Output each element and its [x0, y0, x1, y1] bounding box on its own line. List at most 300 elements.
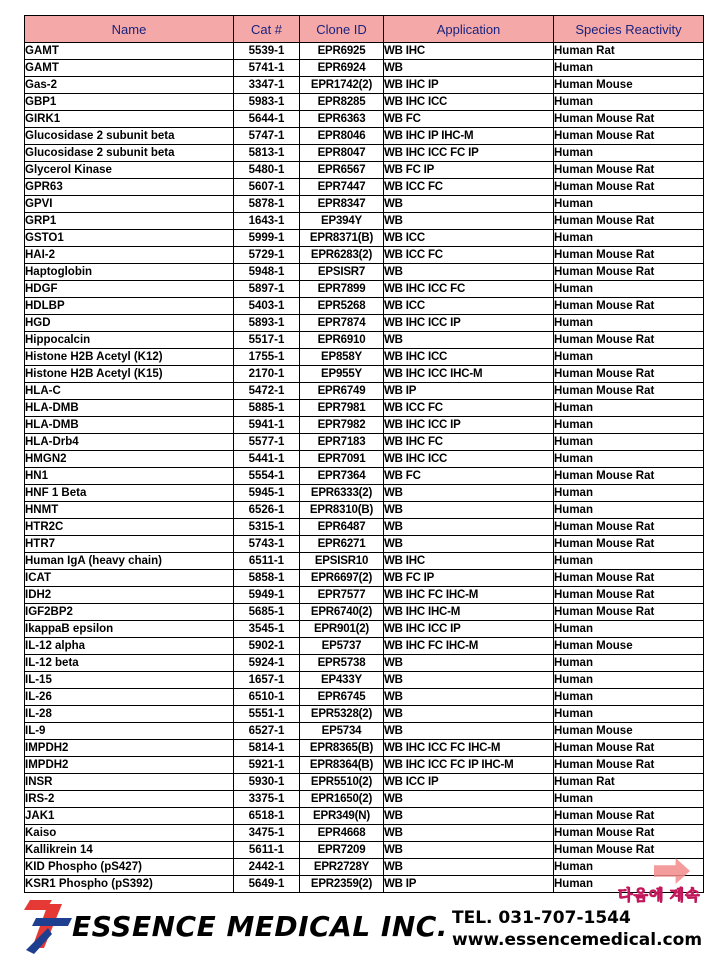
cell-species-reactivity: Human Mouse Rat [554, 332, 704, 349]
cell-application: WB [384, 655, 554, 672]
table-row [25, 604, 704, 621]
cell-application: WB IP [384, 383, 554, 400]
cell-clone-id: EPSISR7 [300, 264, 384, 281]
cell-application: WB IHC FC IHC-M [384, 638, 554, 655]
cell-species-reactivity: Human Mouse Rat [554, 383, 704, 400]
header-row [25, 16, 704, 43]
cell-application: WB FC IP [384, 162, 554, 179]
cell-cat-number: 5517-1 [234, 332, 300, 349]
cell-application: WB [384, 723, 554, 740]
cell-cat-number: 5607-1 [234, 179, 300, 196]
cell-name: IMPDH2 [25, 757, 234, 774]
cell-cat-number: 5644-1 [234, 111, 300, 128]
cell-cat-number: 5403-1 [234, 298, 300, 315]
table-row [25, 196, 704, 213]
cell-species-reactivity: Human Mouse Rat [554, 825, 704, 842]
cell-cat-number: 1755-1 [234, 349, 300, 366]
cell-cat-number: 5539-1 [234, 43, 300, 60]
cell-species-reactivity: Human [554, 502, 704, 519]
cell-application: WB [384, 808, 554, 825]
table-row [25, 264, 704, 281]
cell-cat-number: 5921-1 [234, 757, 300, 774]
antibody-catalog-table [24, 15, 704, 893]
table-row [25, 808, 704, 825]
cell-clone-id: EPR8365(B) [300, 740, 384, 757]
cell-cat-number: 5945-1 [234, 485, 300, 502]
cell-application: WB [384, 332, 554, 349]
cell-cat-number: 5924-1 [234, 655, 300, 672]
cell-species-reactivity: Human [554, 485, 704, 502]
table-row [25, 77, 704, 94]
cell-clone-id: EPR8347 [300, 196, 384, 213]
cell-cat-number: 3545-1 [234, 621, 300, 638]
cell-species-reactivity: Human Mouse Rat [554, 570, 704, 587]
cell-cat-number: 3475-1 [234, 825, 300, 842]
cell-name: HGD [25, 315, 234, 332]
table-row [25, 451, 704, 468]
cell-species-reactivity: Human [554, 417, 704, 434]
cell-species-reactivity: Human [554, 196, 704, 213]
cell-species-reactivity: Human Mouse Rat [554, 519, 704, 536]
table-row [25, 519, 704, 536]
cell-clone-id: EPR8371(B) [300, 230, 384, 247]
cell-application: WB [384, 689, 554, 706]
cell-name: GSTO1 [25, 230, 234, 247]
cell-clone-id: EPR8364(B) [300, 757, 384, 774]
cell-application: WB IHC FC IHC-M [384, 587, 554, 604]
cell-species-reactivity: Human Mouse Rat [554, 757, 704, 774]
cell-name: IL-12 alpha [25, 638, 234, 655]
cell-application: WB ICC FC [384, 247, 554, 264]
cell-clone-id: EPSISR10 [300, 553, 384, 570]
cell-name: GIRK1 [25, 111, 234, 128]
cell-name: HTR2C [25, 519, 234, 536]
cell-application: WB ICC FC [384, 400, 554, 417]
cell-clone-id: EPR6271 [300, 536, 384, 553]
table-row [25, 417, 704, 434]
cell-species-reactivity: Human [554, 859, 704, 876]
cell-species-reactivity: Human Mouse Rat [554, 842, 704, 859]
cell-clone-id: EPR8310(B) [300, 502, 384, 519]
cell-clone-id: EPR6333(2) [300, 485, 384, 502]
cell-cat-number: 5441-1 [234, 451, 300, 468]
cell-application: WB IHC [384, 43, 554, 60]
cell-cat-number: 5893-1 [234, 315, 300, 332]
table-row [25, 366, 704, 383]
column-header-application: Application [384, 16, 554, 43]
cell-cat-number: 5729-1 [234, 247, 300, 264]
cell-species-reactivity: Human [554, 706, 704, 723]
table-row [25, 128, 704, 145]
cell-clone-id: EPR8046 [300, 128, 384, 145]
cell-application: WB IHC ICC IP [384, 417, 554, 434]
table-row [25, 757, 704, 774]
cell-species-reactivity: Human [554, 315, 704, 332]
cell-cat-number: 6518-1 [234, 808, 300, 825]
cell-clone-id: EPR7874 [300, 315, 384, 332]
cell-cat-number: 5949-1 [234, 587, 300, 604]
cell-cat-number: 6511-1 [234, 553, 300, 570]
cell-cat-number: 1643-1 [234, 213, 300, 230]
cell-name: IL-9 [25, 723, 234, 740]
cell-name: HTR7 [25, 536, 234, 553]
table-row [25, 315, 704, 332]
table-row [25, 111, 704, 128]
cell-application: WB [384, 536, 554, 553]
cell-cat-number: 6510-1 [234, 689, 300, 706]
company-website-link[interactable]: www.essencemedical.com [452, 930, 703, 950]
cell-name: GRP1 [25, 213, 234, 230]
cell-cat-number: 5480-1 [234, 162, 300, 179]
cell-application: WB [384, 264, 554, 281]
cell-name: GPVI [25, 196, 234, 213]
cell-species-reactivity: Human [554, 400, 704, 417]
cell-species-reactivity: Human Mouse Rat [554, 213, 704, 230]
cell-species-reactivity: Human [554, 60, 704, 77]
cell-name: IL-26 [25, 689, 234, 706]
cell-species-reactivity: Human Mouse Rat [554, 468, 704, 485]
cell-clone-id: EPR901(2) [300, 621, 384, 638]
cell-application: WB IHC ICC FC IHC-M [384, 740, 554, 757]
cell-species-reactivity: Human [554, 451, 704, 468]
cell-clone-id: EPR6567 [300, 162, 384, 179]
cell-clone-id: EPR5328(2) [300, 706, 384, 723]
cell-species-reactivity: Human [554, 434, 704, 451]
table-row [25, 145, 704, 162]
cell-clone-id: EPR4668 [300, 825, 384, 842]
cell-name: IL-12 beta [25, 655, 234, 672]
cell-application: WB [384, 842, 554, 859]
table-row [25, 349, 704, 366]
cell-species-reactivity: Human [554, 689, 704, 706]
cell-name: GBP1 [25, 94, 234, 111]
cell-application: WB IHC ICC IP [384, 315, 554, 332]
cell-species-reactivity: Human [554, 349, 704, 366]
cell-species-reactivity: Human Mouse Rat [554, 604, 704, 621]
cell-species-reactivity: Human Mouse Rat [554, 366, 704, 383]
cell-name: INSR [25, 774, 234, 791]
table-row [25, 162, 704, 179]
cell-species-reactivity: Human [554, 94, 704, 111]
cell-clone-id: EPR6745 [300, 689, 384, 706]
cell-application: WB ICC FC [384, 179, 554, 196]
cell-cat-number: 5814-1 [234, 740, 300, 757]
column-header-species-reactivity: Species Reactivity [554, 16, 704, 43]
cell-species-reactivity: Human Mouse Rat [554, 587, 704, 604]
cell-cat-number: 5741-1 [234, 60, 300, 77]
table-row [25, 502, 704, 519]
cell-name: Glycerol Kinase [25, 162, 234, 179]
table-row [25, 536, 704, 553]
cell-clone-id: EPR7091 [300, 451, 384, 468]
cell-clone-id: EPR349(N) [300, 808, 384, 825]
table-row [25, 179, 704, 196]
cell-clone-id: EP955Y [300, 366, 384, 383]
cell-clone-id: EPR6363 [300, 111, 384, 128]
cell-application: WB [384, 859, 554, 876]
essence-logo-icon [22, 898, 74, 956]
cell-clone-id: EPR2728Y [300, 859, 384, 876]
cell-cat-number: 2170-1 [234, 366, 300, 383]
cell-name: IkappaB epsilon [25, 621, 234, 638]
cell-species-reactivity: Human [554, 672, 704, 689]
cell-species-reactivity: Human Rat [554, 43, 704, 60]
cell-application: WB IHC ICC [384, 349, 554, 366]
cell-clone-id: EPR2359(2) [300, 876, 384, 893]
cell-clone-id: EPR6697(2) [300, 570, 384, 587]
cell-name: GAMT [25, 60, 234, 77]
cell-cat-number: 5649-1 [234, 876, 300, 893]
cell-species-reactivity: Human [554, 281, 704, 298]
table-row [25, 60, 704, 77]
cell-cat-number: 5813-1 [234, 145, 300, 162]
cell-species-reactivity: Human Mouse Rat [554, 179, 704, 196]
cell-clone-id: EPR5268 [300, 298, 384, 315]
table-row [25, 400, 704, 417]
cell-name: ICAT [25, 570, 234, 587]
cell-species-reactivity: Human [554, 655, 704, 672]
cell-name: HDLBP [25, 298, 234, 315]
cell-species-reactivity: Human Mouse Rat [554, 740, 704, 757]
cell-name: JAK1 [25, 808, 234, 825]
cell-name: Haptoglobin [25, 264, 234, 281]
cell-clone-id: EPR8285 [300, 94, 384, 111]
cell-name: IDH2 [25, 587, 234, 604]
table-row [25, 468, 704, 485]
cell-clone-id: EPR7183 [300, 434, 384, 451]
cell-species-reactivity: Human [554, 791, 704, 808]
cell-clone-id: EPR5510(2) [300, 774, 384, 791]
cell-clone-id: EP5734 [300, 723, 384, 740]
table-row [25, 638, 704, 655]
cell-name: HNMT [25, 502, 234, 519]
table-row [25, 43, 704, 60]
cell-name: IMPDH2 [25, 740, 234, 757]
cell-cat-number: 5551-1 [234, 706, 300, 723]
cell-name: KID Phospho (pS427) [25, 859, 234, 876]
cell-name: Hippocalcin [25, 332, 234, 349]
cell-cat-number: 5902-1 [234, 638, 300, 655]
cell-cat-number: 5897-1 [234, 281, 300, 298]
cell-cat-number: 5948-1 [234, 264, 300, 281]
cell-application: WB [384, 672, 554, 689]
cell-application: WB IHC IHC-M [384, 604, 554, 621]
cell-application: WB IHC ICC FC IP IHC-M [384, 757, 554, 774]
table-row [25, 281, 704, 298]
cell-cat-number: 6527-1 [234, 723, 300, 740]
cell-application: WB [384, 825, 554, 842]
cell-clone-id: EPR6910 [300, 332, 384, 349]
table-row [25, 672, 704, 689]
cell-cat-number: 5472-1 [234, 383, 300, 400]
column-header-name: Name [25, 16, 234, 43]
cell-species-reactivity: Human Mouse Rat [554, 128, 704, 145]
cell-cat-number: 5983-1 [234, 94, 300, 111]
cell-species-reactivity: Human Mouse [554, 77, 704, 94]
cell-application: WB IHC IP IHC-M [384, 128, 554, 145]
cell-name: HLA-C [25, 383, 234, 400]
table-row [25, 876, 704, 893]
cell-cat-number: 5315-1 [234, 519, 300, 536]
cell-clone-id: EPR7899 [300, 281, 384, 298]
column-header-clone-id: Clone ID [300, 16, 384, 43]
cell-name: HN1 [25, 468, 234, 485]
cell-cat-number: 1657-1 [234, 672, 300, 689]
cell-cat-number: 6526-1 [234, 502, 300, 519]
cell-species-reactivity: Human Mouse Rat [554, 298, 704, 315]
table-row [25, 689, 704, 706]
cell-clone-id: EPR1650(2) [300, 791, 384, 808]
table-row [25, 587, 704, 604]
cell-cat-number: 3347-1 [234, 77, 300, 94]
table-row [25, 230, 704, 247]
table-row [25, 434, 704, 451]
cell-application: WB IHC ICC FC IP [384, 145, 554, 162]
cell-application: WB IHC FC [384, 434, 554, 451]
cell-species-reactivity: Human Mouse Rat [554, 264, 704, 281]
cell-name: Glucosidase 2 subunit beta [25, 145, 234, 162]
cell-species-reactivity: Human [554, 876, 704, 893]
cell-clone-id: EPR6740(2) [300, 604, 384, 621]
cell-clone-id: EPR7209 [300, 842, 384, 859]
cell-clone-id: EP858Y [300, 349, 384, 366]
cell-clone-id: EPR5738 [300, 655, 384, 672]
cell-clone-id: EPR7982 [300, 417, 384, 434]
cell-name: Kaiso [25, 825, 234, 842]
table-row [25, 621, 704, 638]
cell-name: HMGN2 [25, 451, 234, 468]
cell-application: WB IHC ICC IP [384, 621, 554, 638]
cell-clone-id: EPR6283(2) [300, 247, 384, 264]
table-row [25, 553, 704, 570]
cell-clone-id: EPR6925 [300, 43, 384, 60]
cell-name: Glucosidase 2 subunit beta [25, 128, 234, 145]
company-name: ESSENCE MEDICAL INC. [72, 910, 448, 943]
cell-clone-id: EPR7577 [300, 587, 384, 604]
cell-species-reactivity: Human Mouse Rat [554, 247, 704, 264]
cell-name: Histone H2B Acetyl (K15) [25, 366, 234, 383]
cell-application: WB IHC ICC [384, 94, 554, 111]
cell-application: WB [384, 60, 554, 77]
cell-clone-id: EPR6924 [300, 60, 384, 77]
cell-application: WB ICC [384, 298, 554, 315]
cell-application: WB IHC ICC IHC-M [384, 366, 554, 383]
cell-name: IL-28 [25, 706, 234, 723]
cell-name: GAMT [25, 43, 234, 60]
table-row [25, 706, 704, 723]
cell-species-reactivity: Human Mouse [554, 638, 704, 655]
table-row [25, 655, 704, 672]
cell-application: WB IHC ICC FC [384, 281, 554, 298]
cell-cat-number: 5743-1 [234, 536, 300, 553]
cell-name: IL-15 [25, 672, 234, 689]
table-row [25, 485, 704, 502]
cell-species-reactivity: Human Mouse [554, 723, 704, 740]
table-row [25, 383, 704, 400]
cell-cat-number: 5747-1 [234, 128, 300, 145]
cell-species-reactivity: Human Mouse Rat [554, 111, 704, 128]
cell-clone-id: EPR7981 [300, 400, 384, 417]
cell-name: HLA-DMB [25, 417, 234, 434]
cell-cat-number: 5611-1 [234, 842, 300, 859]
table-row [25, 842, 704, 859]
cell-application: WB [384, 485, 554, 502]
cell-clone-id: EP433Y [300, 672, 384, 689]
cell-clone-id: EPR1742(2) [300, 77, 384, 94]
cell-clone-id: EPR6749 [300, 383, 384, 400]
cell-cat-number: 2442-1 [234, 859, 300, 876]
cell-clone-id: EP394Y [300, 213, 384, 230]
table-row [25, 723, 704, 740]
cell-cat-number: 5577-1 [234, 434, 300, 451]
cell-species-reactivity: Human Rat [554, 774, 704, 791]
cell-cat-number: 5941-1 [234, 417, 300, 434]
column-header-cat: Cat # [234, 16, 300, 43]
table-row [25, 570, 704, 587]
cell-application: WB ICC [384, 230, 554, 247]
cell-application: WB FC [384, 468, 554, 485]
cell-clone-id: EPR6487 [300, 519, 384, 536]
cell-name: HAI-2 [25, 247, 234, 264]
table-row [25, 298, 704, 315]
cell-cat-number: 5885-1 [234, 400, 300, 417]
table-body [25, 43, 704, 893]
cell-name: Histone H2B Acetyl (K12) [25, 349, 234, 366]
cell-name: Kallikrein 14 [25, 842, 234, 859]
table-row [25, 859, 704, 876]
cell-application: WB [384, 706, 554, 723]
table-row [25, 740, 704, 757]
cell-application: WB ICC IP [384, 774, 554, 791]
table-row [25, 332, 704, 349]
cell-name: GPR63 [25, 179, 234, 196]
cell-application: WB IHC [384, 553, 554, 570]
cell-species-reactivity: Human [554, 230, 704, 247]
cell-application: WB [384, 196, 554, 213]
cell-application: WB FC IP [384, 570, 554, 587]
table-row [25, 825, 704, 842]
cell-application: WB IHC IP [384, 77, 554, 94]
cell-species-reactivity: Human [554, 553, 704, 570]
cell-clone-id: EPR7364 [300, 468, 384, 485]
cell-species-reactivity: Human Mouse Rat [554, 162, 704, 179]
cell-clone-id: EPR8047 [300, 145, 384, 162]
cell-application: WB [384, 502, 554, 519]
cell-name: Gas-2 [25, 77, 234, 94]
cell-species-reactivity: Human [554, 621, 704, 638]
cell-application: WB [384, 791, 554, 808]
cell-application: WB [384, 519, 554, 536]
cell-name: Human IgA (heavy chain) [25, 553, 234, 570]
cell-cat-number: 5858-1 [234, 570, 300, 587]
contact-telephone: TEL. 031-707-1544 [452, 908, 631, 928]
cell-name: HNF 1 Beta [25, 485, 234, 502]
table-row [25, 791, 704, 808]
cell-cat-number: 5930-1 [234, 774, 300, 791]
table-row [25, 774, 704, 791]
cell-name: HLA-Drb4 [25, 434, 234, 451]
cell-name: KSR1 Phospho (pS392) [25, 876, 234, 893]
table-row [25, 247, 704, 264]
cell-species-reactivity: Human Mouse Rat [554, 536, 704, 553]
table-header [25, 16, 704, 43]
continue-label: 다음에 계속 [618, 887, 701, 904]
cell-application: WB IP [384, 876, 554, 893]
cell-species-reactivity: Human Mouse Rat [554, 808, 704, 825]
cell-cat-number: 5878-1 [234, 196, 300, 213]
cell-name: HDGF [25, 281, 234, 298]
cell-application: WB FC [384, 111, 554, 128]
